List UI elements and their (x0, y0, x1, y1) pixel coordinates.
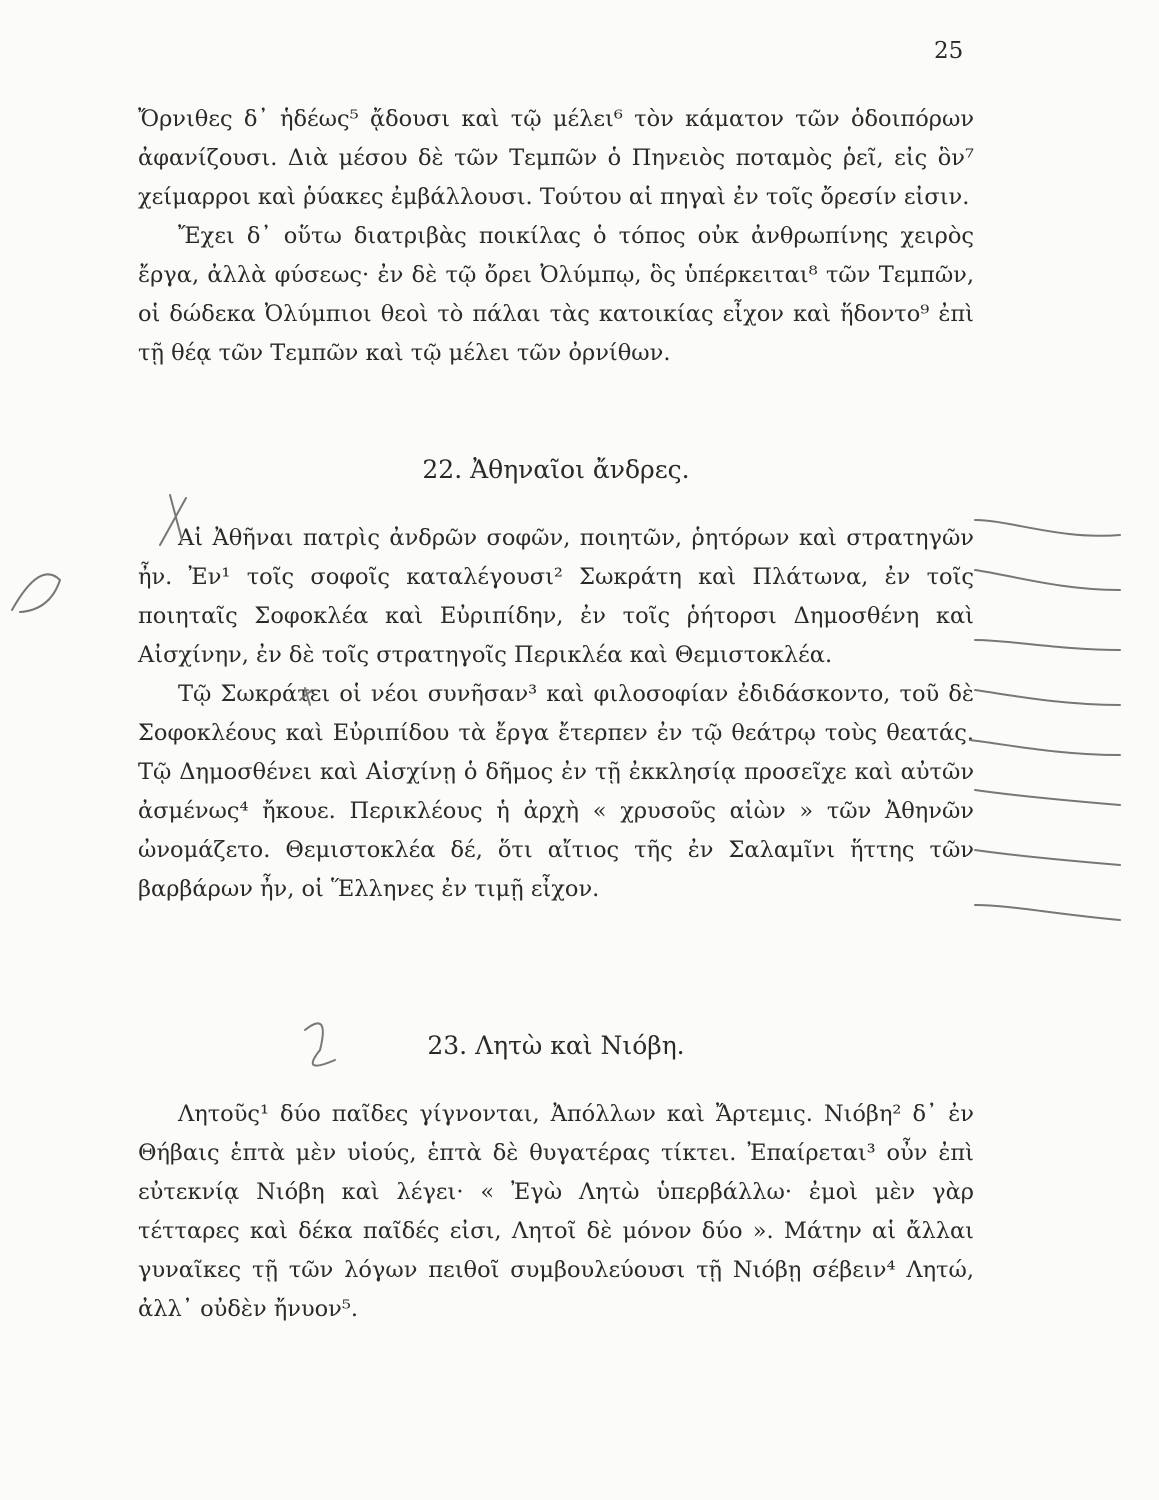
intro-text (138, 100, 974, 373)
intro-paragraph-2: Ἔχει δ᾿ οὕτω διατριβὰς ποικίλας ὁ τόπος οὐκ ἀνθρωπίνης χειρὸς ἔργα, ἀλλὰ φύσεως· ἐν δὲ τῷ ὄρει Ὀλύμπῳ, ὃς ὑπέρκειται⁸ τῶν Τεμπῶν, οἱ δώδεκα Ὀλύμπιοι θεοὶ τὸ πάλαι τὰς κατοικίας εἶχον καὶ ἥδοντο⁹ ἐπὶ τῇ θέᾳ τῶν Τεμπῶν καὶ τῷ μέλει τῶν ὀρνίθων. (138, 223, 974, 366)
section-22-heading: 22. Ἀθηναῖοι ἄνδρες. (422, 455, 690, 484)
section-22-paragraph-2: Τῷ Σωκράτει οἱ νέοι συνῆσαν³ καὶ φιλοσοφίαν ἐδιδάσκοντο, τοῦ δὲ Σοφοκλέους καὶ Εὐριπίδου τὰ ἔργα ἔτερπεν ἐν τῷ θεάτρῳ τοὺς θεατάς. Τῷ Δημοσθένει καὶ Αἰσχίνῃ ὁ δῆμος ἐν τῇ ἐκκλησίᾳ προσεῖχε καὶ αὐτῶν ἀσμένως⁴ ἤκουε. Περικλέους ἡ ἀρχὴ « χρυσοῦς αἰὼν » τῶν Ἀθηνῶν ὠνομάζετο. Θεμιστοκλέα δέ, ὅτι αἴτιος τῆς ἐν Σαλαμῖνι ἥττης τῶν βαρβάρων ἦν, οἱ Ἕλληνες ἐν τιμῇ εἶχον. (138, 681, 974, 902)
intro-paragraph-1: Ὄρνιθες δ᾿ ἡδέως⁵ ᾄδουσι καὶ τῷ μέλει⁶ τὸν κάματον τῶν ὁδοιπόρων ἀφανίζουσι. Διὰ μέσου δὲ τῶν Τεμπῶν ὁ Πηνειὸς ποταμὸς ῥεῖ, εἰς ὃν⁷ χείμαρροι καὶ ῥύακες ἐμβάλλουσι. Τούτου αἱ πηγαὶ ἐν τοῖς ὄρεσίν εἰσιν. (138, 106, 974, 210)
section-23-heading: 23. Λητὼ καὶ Νιόβη. (427, 1031, 685, 1060)
section-22-body (138, 519, 974, 909)
section-23-paragraph-1: Λητοῦς¹ δύο παῖδες γίγνονται, Ἀπόλλων καὶ Ἄρτεμις. Νιόβη² δ᾿ ἐν Θήβαις ἑπτὰ μὲν υἱούς, ἑπτὰ δὲ θυγατέρας τίκτει. Ἐπαίρεται³ οὖν ἐπὶ εὐτεκνίᾳ Νιόβη καὶ λέγει· « Ἐγὼ Λητὼ ὑπερβάλλω· ἐμοὶ μὲν γὰρ τέτταρες καὶ δέκα παῖδές εἰσι, Λητοῖ δὲ μόνον δύο ». Μάτην αἱ ἄλλαι γυναῖκες τῇ τῶν λόγων πειθοῖ συμβουλεύουσι τῇ Νιόβῃ σέβειν⁴ Λητώ, ἀλλ᾿ οὐδὲν ἤνυον⁵. (138, 1101, 974, 1322)
section-22-paragraph-1: Αἱ Ἀθῆναι πατρὶς ἀνδρῶν σοφῶν, ποιητῶν, ῥητόρων καὶ στρατηγῶν ἦν. Ἐν¹ τοῖς σοφοῖς καταλέγουσι² Σωκράτη καὶ Πλάτωνα, ἐν τοῖς ποιηταῖς Σοφοκλέα καὶ Εὐριπίδην, ἐν τοῖς ῥήτορσι Δημοσθένη καὶ Αἰσχίνην, ἐν δὲ τοῖς στρατηγοῖς Περικλέα καὶ Θεμιστοκλέα. (138, 525, 974, 668)
section-23-body (138, 1095, 974, 1329)
page-number: 25 (934, 38, 964, 64)
